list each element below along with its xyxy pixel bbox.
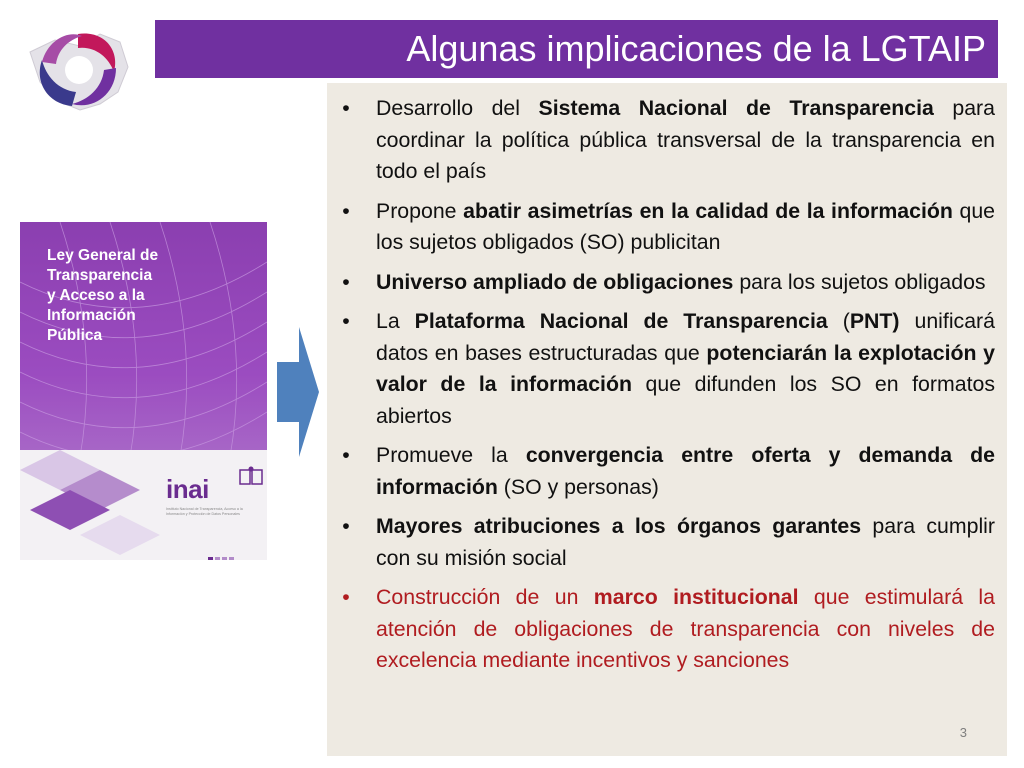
bullet-bold-text: marco institucional — [593, 585, 799, 609]
cover-title-line: Transparencia — [47, 267, 153, 284]
bullet-text: para coordinar la política pública transversal de la transparencia en todo el país — [376, 96, 995, 183]
bullet-glyph: • — [342, 585, 350, 609]
bullet-glyph: • — [342, 96, 350, 120]
bullet-text: Desarrollo del — [376, 96, 539, 120]
book-cover-image — [20, 222, 267, 560]
bullet-text: unificará datos en bases estructuradas que — [376, 309, 995, 365]
cover-dot — [215, 557, 220, 560]
bullet-text: que los sujetos obligados (SO) publicitan — [376, 198, 996, 254]
bullet-list — [327, 93, 1007, 685]
inai-fine-print: Instituto Nacional de Transparencia, Acceso a la Información y Protección de Datos Personales — [166, 507, 243, 516]
bullet-bold-text: potenciarán la explotación y valor de la información — [376, 340, 996, 396]
bullet-text: para cumplir con su misión social — [376, 514, 996, 570]
page-number: 3 — [959, 725, 967, 740]
bullet-text: para los sujetos obligados — [733, 269, 986, 294]
bullet-text: Construcción de un — [376, 585, 594, 609]
cover-dot — [208, 557, 213, 560]
inai-logo-text: inai — [166, 474, 209, 504]
bullet-glyph: • — [342, 309, 350, 333]
cover-dots — [208, 549, 236, 560]
book-cover-title — [47, 246, 217, 346]
cover-title-line: y Acceso a la — [47, 287, 145, 304]
bullet-bold-text: Mayores atribuciones a los órganos garantes — [376, 514, 862, 538]
bullet-glyph: • — [342, 514, 350, 538]
cover-title-line: Información — [47, 307, 136, 324]
bullet-bold-text: Sistema Nacional de Transparencia — [538, 96, 934, 120]
content-panel — [327, 83, 1007, 756]
bullet-text: Promueve la — [376, 443, 526, 467]
bullet-text: La — [376, 309, 415, 333]
bullet-item — [327, 306, 1007, 432]
bullet-item — [327, 267, 1007, 299]
right-arrow-icon — [277, 327, 319, 457]
bullet-item — [327, 440, 1007, 503]
bullet-item — [327, 582, 1007, 677]
title-bar — [155, 20, 998, 78]
cover-title-line: Pública — [47, 327, 103, 344]
bullet-item — [327, 511, 1007, 574]
bullet-text: Propone — [376, 198, 464, 223]
cover-white-area — [20, 450, 267, 560]
bullet-bold-text: convergencia entre oferta y demanda de información — [376, 443, 995, 499]
bullet-text: (SO y personas) — [497, 474, 659, 499]
bullet-item — [327, 93, 1007, 188]
slide-title: Algunas implicaciones de la LGTAIP — [406, 28, 986, 69]
bullet-glyph: • — [342, 269, 350, 294]
bullet-text: ( — [827, 309, 850, 333]
mexico-map-logo-icon — [20, 12, 138, 120]
bullet-item — [327, 196, 1007, 259]
bullet-bold-text: Plataforma Nacional de Transparencia — [414, 309, 828, 333]
bullet-bold-text: PNT) — [849, 309, 900, 333]
cover-dot — [222, 557, 227, 560]
institution-logo — [20, 12, 138, 120]
inai-book-icon — [238, 466, 267, 486]
bullet-glyph: • — [342, 198, 350, 223]
bullet-bold-text: abatir asimetrías en la calidad de la información — [463, 198, 953, 223]
cover-title-line: Ley General de — [47, 247, 159, 264]
bullet-glyph: • — [342, 443, 350, 467]
bullet-text: que difunden los SO en formatos abiertos — [376, 372, 995, 428]
bullet-bold-text: Universo ampliado de obligaciones — [376, 269, 734, 294]
bullet-text: que estimulará la atención de obligaciones de transparencia con niveles de excelencia mediante incentivos y sanciones — [376, 585, 995, 672]
cover-dot — [229, 557, 234, 560]
cover-cubes-decoration-icon — [20, 450, 267, 560]
